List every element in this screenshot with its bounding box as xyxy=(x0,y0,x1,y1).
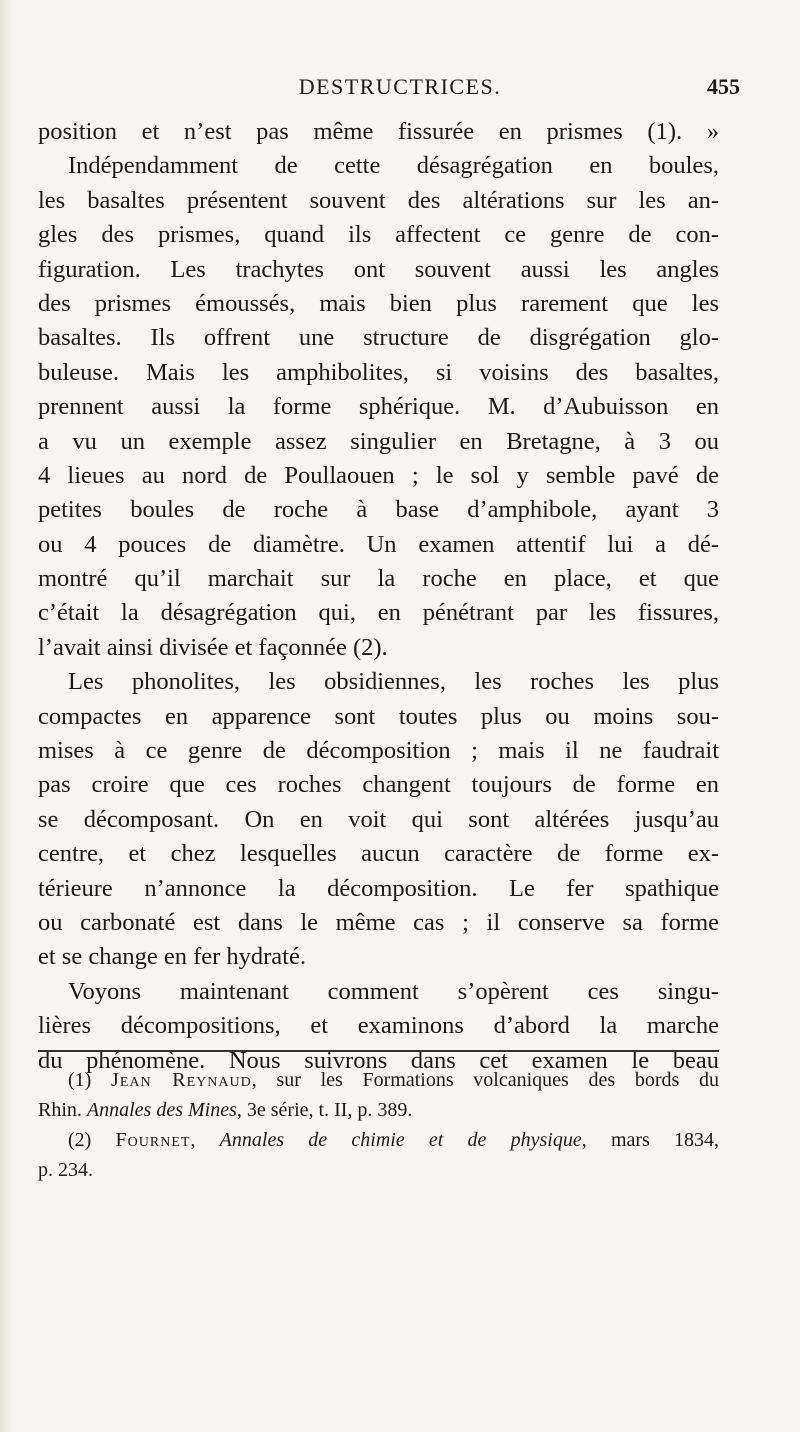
text-line: position et n’est pas même fissurée en prismes (1). » xyxy=(38,118,719,145)
footnote-2-text: , xyxy=(190,1129,220,1151)
footnote-1-journal: Annales des Mines xyxy=(86,1099,237,1121)
footnote-2-line-2: p. 234. xyxy=(38,1159,93,1181)
footnote-2-author: Fournet xyxy=(115,1129,191,1151)
footnote-1-marker: (1) xyxy=(68,1069,92,1091)
footnote-1-text: Rhin. xyxy=(38,1099,87,1121)
text-line: du phénomène. Nous suivrons dans cet examen le beau xyxy=(38,1046,719,1074)
text-line: c’était la désagrégation qui, en pénétrant par les fissures, xyxy=(38,599,719,627)
main-text xyxy=(38,115,719,1078)
text-line: lières décompositions, et examinons d’abord la marche xyxy=(38,1012,719,1040)
text-line: pas croire que ces roches changent toujours de forme en xyxy=(38,771,719,799)
text-line: basaltes. Ils offrent une structure de disgrégation glo- xyxy=(38,324,719,352)
footnote-1-text: , sur les Formations volcaniques des bords du xyxy=(251,1069,720,1091)
footnote-2-marker: (2) xyxy=(68,1129,92,1151)
text-line: a vu un exemple assez singulier en Bretagne, à 3 ou xyxy=(38,427,719,455)
text-line: compactes en apparence sont toutes plus ou moins sou- xyxy=(38,702,719,730)
footnote-1-text: , 3e série, t. II, p. 389. xyxy=(236,1099,413,1121)
text-line: centre, et chez lesquelles aucun caractère de forme ex- xyxy=(38,840,719,868)
text-line: ou 4 pouces de diamètre. Un examen attentif lui a dé- xyxy=(38,530,719,558)
footnote-2-journal: Annales de chimie et de physique xyxy=(219,1129,582,1151)
text-line: montré qu’il marchait sur la roche en place, et que xyxy=(38,565,719,593)
text-line: térieure n’annonce la décomposition. Le fer spathique xyxy=(38,874,719,902)
text-line: les basaltes présentent souvent des altérations sur les an- xyxy=(38,186,719,214)
running-head xyxy=(60,74,740,104)
footnote-2-text: , mars 1834, xyxy=(581,1129,720,1151)
text-line: ou carbonaté est dans le même cas ; il conserve sa forme xyxy=(38,908,719,936)
footnote-2-line-1 xyxy=(38,1125,719,1155)
text-line: Indépendamment de cette désagrégation en boules, xyxy=(68,152,719,180)
text-line: buleuse. Mais les amphibolites, si voisins des basaltes, xyxy=(38,358,719,386)
text-line: Les phonolites, les obsidiennes, les roches les plus xyxy=(68,668,719,696)
text-line: petites boules de roche à base d’amphibole, ayant 3 xyxy=(38,496,719,524)
text-line: se décomposant. On en voit qui sont altérées jusqu’au xyxy=(38,805,719,833)
text-line: 4 lieues au nord de Poullaouen ; le sol y semble pavé de xyxy=(38,461,719,489)
running-title: DESTRUCTRICES. xyxy=(298,74,502,99)
text-line: et se change en fer hydraté. xyxy=(38,943,306,971)
footnote-1-author: Jean Reynaud xyxy=(111,1069,252,1091)
text-line: figuration. Les trachytes ont souvent aussi les angles xyxy=(38,255,719,283)
footnote-1-line-1 xyxy=(38,1065,719,1095)
text-line: des prismes émoussés, mais bien plus rarement que les xyxy=(38,289,719,317)
footnote-separator xyxy=(38,1050,719,1052)
footnote-1-line-2 xyxy=(38,1095,719,1125)
page-binding-edge xyxy=(0,0,14,1432)
footnotes xyxy=(38,1065,719,1185)
text-line: Voyons maintenant comment s’opèrent ces singu- xyxy=(68,977,719,1005)
page-number: 455 xyxy=(707,74,740,99)
text-line: l’avait ainsi divisée et façonnée (2). xyxy=(38,633,388,661)
text-line: mises à ce genre de décomposition ; mais il ne faudrait xyxy=(38,737,719,765)
text-line: prennent aussi la forme sphérique. M. d’Aubuisson en xyxy=(38,393,719,421)
text-line: gles des prismes, quand ils affectent ce genre de con- xyxy=(38,221,719,249)
